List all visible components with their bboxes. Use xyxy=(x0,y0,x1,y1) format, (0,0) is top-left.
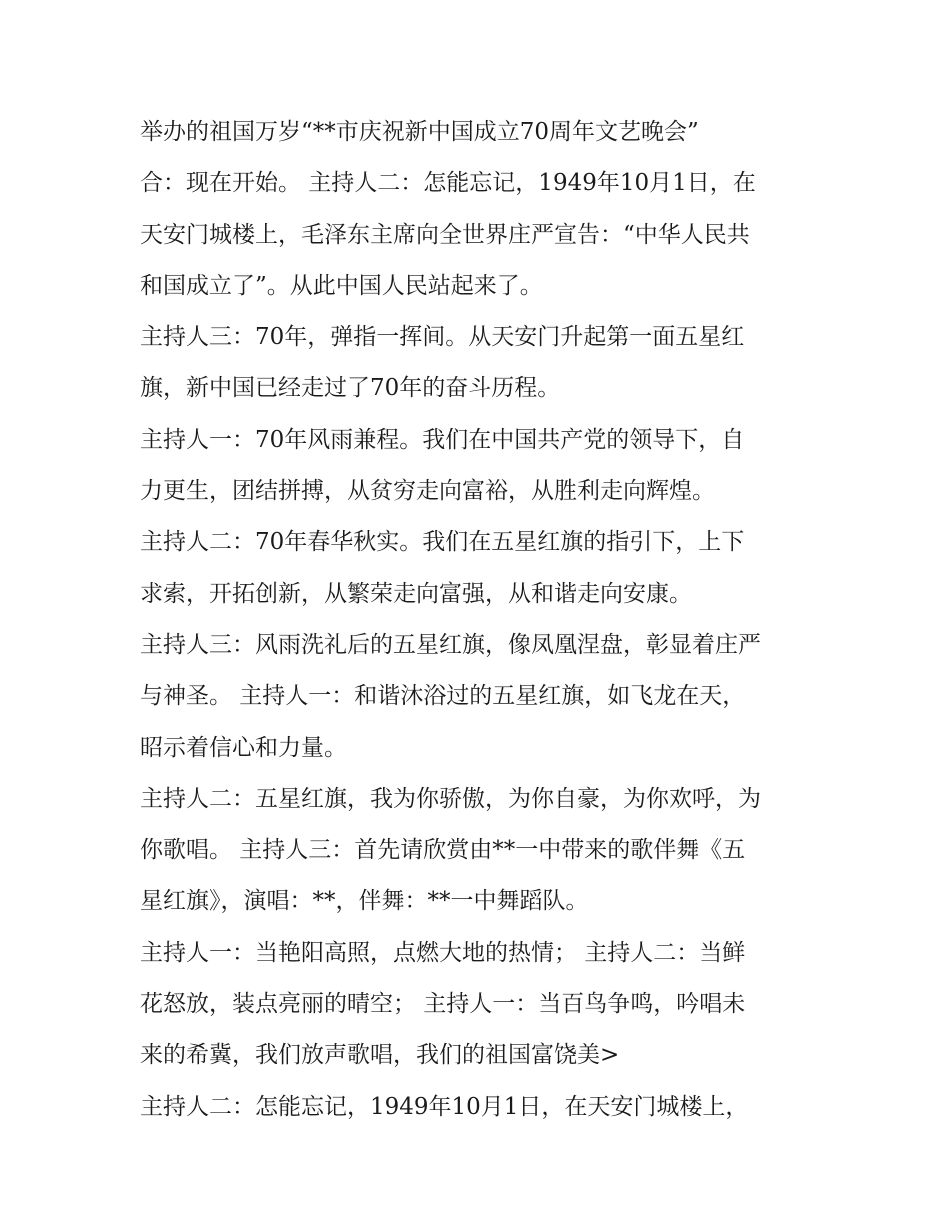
text-line: 主持人二：怎能忘记，1949年10月1日，在天安门城楼上， xyxy=(140,1093,749,1120)
text-line: 天安门城楼上，毛泽东主席向全世界庄严宣告：“中华人民共 xyxy=(140,221,750,248)
text-line: 求索，开拓创新，从繁荣走向富强，从和谐走向安康。 xyxy=(140,580,692,607)
text-line: 你歌唱。 主持人三：首先请欣赏由**一中带来的歌伴舞《五 xyxy=(140,837,746,864)
text-line: 主持人二：五星红旗，我为你骄傲，为你自豪，为你欢呼，为 xyxy=(140,785,761,812)
text-line: 主持人三：风雨洗礼后的五星红旗，像凤凰涅盘，彰显着庄严 xyxy=(140,631,761,658)
text-line: 力更生，团结拼搏，从贫穷走向富裕，从胜利走向辉煌。 xyxy=(140,478,715,505)
text-line: 举办的祖国万岁“**市庆祝新中国成立70周年文艺晚会” xyxy=(140,119,699,145)
document-body xyxy=(140,107,830,1133)
text-line: 主持人二：70年春华秋实。我们在五星红旗的指引下，上下 xyxy=(140,529,745,556)
text-line: 昭示着信心和力量。 xyxy=(140,734,347,761)
text-line: 合：现在开始。 主持人二：怎能忘记，1949年10月1日，在 xyxy=(140,170,756,197)
text-line: 主持人一：70年风雨兼程。我们在中国共产党的领导下，自 xyxy=(140,426,745,453)
text-line: 旗，新中国已经走过了70年的奋斗历程。 xyxy=(140,375,561,402)
text-line: 和国成立了”。从此中国人民站起来了。 xyxy=(140,272,543,299)
text-line: 星红旗》，演唱：**，伴舞：**一中舞蹈队。 xyxy=(140,888,589,915)
text-line: 主持人一：当艳阳高照，点燃大地的热情； 主持人二：当鲜 xyxy=(140,939,746,966)
text-line: 来的希冀，我们放声歌唱，我们的祖国富饶美> xyxy=(140,1042,620,1069)
text-line: 主持人三：70年，弹指一挥间。从天安门升起第一面五星红 xyxy=(140,324,745,351)
text-line: 花怒放，装点亮丽的晴空； 主持人一：当百鸟争鸣，吟唱未 xyxy=(140,991,746,1018)
text-line: 与神圣。 主持人一：和谐沐浴过的五星红旗，如飞龙在天， xyxy=(140,683,746,710)
